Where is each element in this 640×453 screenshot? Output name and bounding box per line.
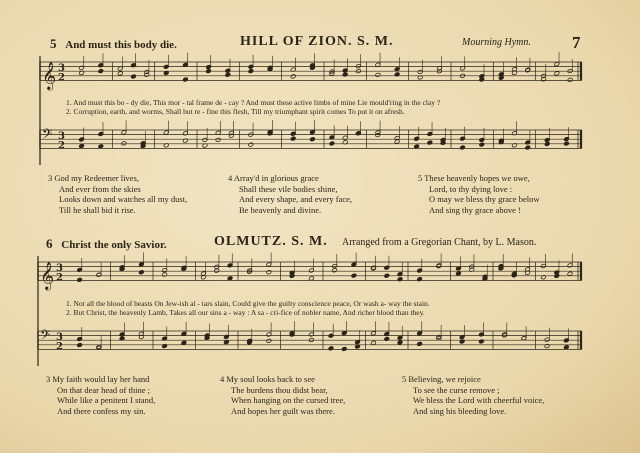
hymn2-number: 6 — [46, 236, 53, 251]
note-head — [227, 276, 233, 281]
verse-line: Looks down and watches all my dust, — [59, 194, 188, 204]
note-head — [162, 344, 168, 349]
treble-clef: 𝄞 — [42, 61, 57, 90]
note-head — [214, 268, 220, 273]
note-head — [525, 145, 531, 150]
verse-line: On that dear head of thine ; — [57, 384, 150, 395]
note-head — [554, 71, 560, 76]
verse-line: And sing his bleeding love. — [413, 405, 507, 416]
note-head — [121, 141, 127, 146]
hymn2-first-line: Christ the only Savior. — [61, 239, 167, 251]
time-signature-top: 3 — [56, 332, 63, 343]
note-head — [310, 137, 316, 142]
hymn1-lyric-line-2: 2. Corruption, earth, and worms, Shall but re - fine this flesh, Till my triumphant spirit comes To put it on afresh. — [66, 107, 405, 116]
hymn2-title: OLMUTZ. S. M. — [214, 234, 328, 249]
page-number: 7 — [572, 33, 581, 52]
note-head — [567, 77, 573, 82]
verse-line: And there confess my sin. — [57, 405, 146, 416]
bass-clef: 𝄢 — [42, 126, 53, 145]
verse-line: We bless the Lord with cheerful voice, — [413, 395, 545, 405]
note-head — [460, 145, 466, 150]
note-head — [117, 71, 123, 76]
verse-line: 4 My soul looks back to see — [220, 374, 315, 384]
note-head — [459, 339, 465, 344]
note-head — [564, 345, 570, 350]
verse-line: Lord, to thy dying love : — [429, 183, 513, 194]
time-signature-bottom: 2 — [56, 341, 63, 353]
verse-line: To see the curse remove ; — [413, 384, 500, 395]
note-head — [328, 346, 334, 351]
hymn2-lyric-line-1: 1. Not all the blood of beasts On Jew-ish al - tars slain, Could give the guilty conscience peace, Or wash a- way the stain. — [66, 299, 430, 308]
note-head — [215, 137, 221, 142]
note-head — [397, 277, 403, 282]
hymn1-first-line: And must this body die. — [65, 39, 177, 51]
time-signature-top: 3 — [58, 131, 65, 142]
note-head — [564, 141, 570, 146]
verse-line: 5 These heavenly hopes we owe, — [418, 173, 530, 183]
verse-line: And sing thy grace above ! — [429, 204, 521, 215]
note-head — [417, 277, 423, 282]
time-signature-bottom: 2 — [56, 272, 63, 284]
note-head — [206, 69, 212, 74]
note-head — [544, 344, 550, 349]
verse-line: The burdens thou didst bear, — [231, 384, 328, 395]
verse-line: Till he shall bid it rise. — [59, 204, 136, 215]
note-head — [290, 136, 296, 141]
note-head — [384, 273, 390, 278]
note-head — [479, 339, 485, 344]
note-head — [290, 74, 296, 79]
note-head — [131, 74, 137, 79]
verse-line: O may we bless thy grace below — [429, 194, 540, 204]
note-head — [139, 270, 145, 275]
verse-line: While like a penitent I stand, — [57, 395, 156, 405]
note-head — [427, 140, 433, 145]
time-signature-bottom: 2 — [58, 72, 65, 84]
treble-clef: 𝄞 — [40, 261, 55, 290]
note-head — [479, 142, 485, 147]
note-head — [417, 341, 423, 346]
hymn1-title: HILL OF ZION. S. M. — [240, 34, 394, 49]
note-head — [266, 338, 272, 343]
note-head — [351, 273, 357, 278]
note-head — [225, 72, 231, 77]
note-head — [375, 72, 381, 77]
note-head — [332, 268, 338, 273]
verse-line: 3 God my Redeemer lives, — [48, 173, 139, 183]
verse-line: And ever from the skies — [59, 183, 141, 194]
note-head — [341, 346, 347, 351]
note-head — [266, 270, 272, 275]
time-signature-top: 3 — [58, 63, 65, 74]
note-head — [79, 144, 85, 149]
time-signature-bottom: 2 — [58, 140, 65, 152]
note-head — [397, 340, 403, 345]
note-head — [248, 69, 254, 74]
note-head — [384, 337, 390, 342]
note-head — [98, 144, 104, 149]
note-head — [329, 141, 335, 146]
note-head — [77, 277, 83, 282]
hymn2-lyric-line-2: 2. But Christ, the heavenly Lamb, Takes all our sins a - way : A sa - cri-fice of nobler name, And richer blood than they. — [66, 308, 425, 317]
note-head — [162, 272, 168, 277]
hymn2-tune-note: Arranged from a Gregorian Chant, by L. Mason. — [342, 237, 537, 248]
verse-line: And hopes her guilt was there. — [231, 405, 335, 416]
note-head — [456, 271, 462, 276]
note-head — [98, 69, 104, 74]
verse-line: And every shape, and every face, — [239, 194, 353, 204]
note-head — [544, 142, 550, 147]
note-head — [77, 343, 83, 348]
verse-line: 3 My faith would lay her hand — [46, 374, 150, 384]
hymn1-lyric-line-1: 1. And must this bo - dy die, This mor - tal frame de - cay ? And must these active limbs of mine Lie mould'ring in the clay ? — [66, 98, 441, 107]
note-head — [183, 77, 189, 82]
hymn1-tune-note: Mourning Hymn. — [462, 37, 531, 48]
note-head — [248, 142, 254, 147]
verse-line: Shall these vile bodies shine, — [239, 183, 338, 194]
verse-line: 4 Array'd in glorious grace — [228, 173, 319, 183]
verse-line: 5 Believing, we rejoice — [402, 374, 481, 384]
time-signature-top: 3 — [56, 263, 63, 274]
bass-clef: 𝄢 — [40, 327, 51, 346]
verse-line: When hanging on the cursed tree, — [231, 395, 346, 405]
hymn1-number: 5 — [50, 36, 57, 51]
verse-line: Be heavenly and divine. — [239, 204, 322, 215]
